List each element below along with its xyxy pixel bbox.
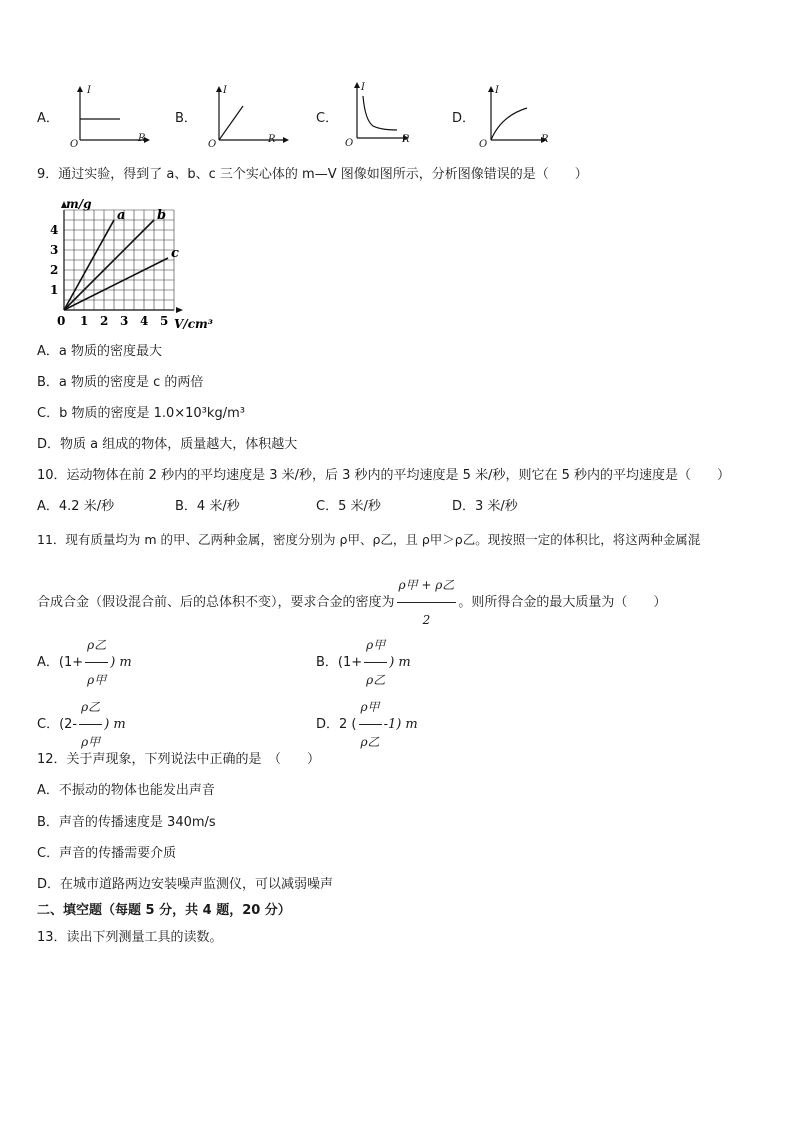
q10-option-b: B．4 米/秒: [175, 499, 240, 514]
series-label-a: a: [117, 208, 126, 223]
q12-option-b: B．声音的传播速度是 340m/s: [37, 815, 216, 830]
q9-xlabel: V/cm³: [174, 317, 213, 331]
series-label-c: c: [171, 246, 179, 261]
q9-option-b: B．a 物质的密度是 c 的两倍: [37, 375, 204, 390]
q8-d-origin: O: [479, 139, 488, 150]
x-tick-label: 3: [120, 314, 129, 328]
q8-c-ylabel: I: [361, 82, 365, 93]
q9-stem: 9．通过实验，得到了 a、b、c 三个实心体的 m—V 图像如图所示，分析图像错误的是（ ）: [37, 167, 588, 182]
y-tick-label: 2: [50, 263, 59, 277]
q8-d-xlabel: R: [541, 134, 549, 145]
q11-option-b: B．(1+ $\frac{\text{ρ甲}}{\text{ρ乙}}$ ) m: [316, 629, 411, 696]
q8-graph-c: [341, 82, 431, 148]
q13-stem: 13．读出下列测量工具的读数。: [37, 930, 223, 945]
q10-option-d: D．3 米/秒: [452, 499, 518, 514]
q12-option-d: D．在城市道路两边安装噪声监测仪，可以减弱噪声: [37, 877, 334, 892]
q11-line2-post: 。则所得合金的最大质量为（ ）: [458, 595, 667, 610]
q8-graph-d: [475, 86, 565, 148]
q12-option-a: A．不振动的物体也能发出声音: [37, 783, 215, 798]
q8-option-d-label: D．: [452, 111, 476, 126]
q8-c-origin: O: [345, 138, 354, 149]
x-tick-label: 2: [100, 314, 109, 328]
series-line-a: [64, 220, 114, 310]
q8-a-xlabel: R: [138, 133, 146, 144]
q8-c-xlabel: R: [402, 134, 410, 145]
q10-stem: 10．运动物体在前 2 秒内的平均速度是 3 米/秒，后 3 秒内的平均速度是 5 米/秒，则它在 5 秒内的平均速度是（ ）: [37, 468, 730, 483]
series-label-b: b: [157, 208, 167, 223]
q8-graph-b: [203, 86, 293, 148]
q8-option-a-label: A．: [37, 111, 59, 126]
q9-ylabel: m/g: [66, 197, 92, 211]
q8-option-c-label: C．: [316, 111, 339, 126]
q9-mv-graph: [44, 194, 224, 334]
q8-b-xlabel: R: [268, 134, 276, 145]
q9-origin: 0: [57, 314, 66, 328]
q11-line2: [37, 569, 666, 636]
q12-stem: 12．关于声现象，下列说法中正确的是 （ ）: [37, 752, 321, 767]
q11-fraction-numerator: ρ甲 + ρ乙: [397, 569, 457, 603]
q8-b-ylabel: I: [223, 85, 227, 96]
q8-a-origin: O: [70, 139, 79, 150]
q10-option-c: C．5 米/秒: [316, 499, 381, 514]
q11-option-c: C．(2- $\frac{\text{ρ乙}}{\text{ρ甲}}$ ) m: [37, 691, 126, 758]
q9-option-a: A．a 物质的密度最大: [37, 344, 162, 359]
q8-b-origin: O: [208, 139, 217, 150]
series-line-c: [64, 258, 168, 310]
y-tick-label: 3: [50, 243, 59, 257]
section-heading-fill-in: 二、填空题（每题 5 分，共 4 题，20 分）: [37, 903, 291, 918]
series-line-b: [64, 220, 154, 310]
y-tick-label: 1: [50, 283, 59, 297]
y-tick-label: 4: [50, 223, 59, 237]
x-tick-label: 5: [160, 314, 169, 328]
x-axis-arrow: [176, 307, 183, 313]
q11-line2-pre: 合成合金（假设混合前、后的总体积不变），要求合金的密度为: [37, 595, 395, 610]
q8-option-b-label: B．: [175, 111, 197, 126]
q12-option-c: C．声音的传播需要介质: [37, 846, 177, 861]
q8-d-ylabel: I: [495, 85, 499, 96]
q9-option-d: D．物质 a 组成的物体，质量越大，体积越大: [37, 437, 298, 452]
q11-line1: 11．现有质量均为 m 的甲、乙两种金属，密度分别为 ρ甲、ρ乙，且 ρ甲＞ρ乙。现按照一定的体积比，将这两种金属混: [37, 532, 701, 547]
q8-a-ylabel: I: [87, 85, 91, 96]
q11-option-a: A．(1+ $\frac{\text{ρ乙}}{\text{ρ甲}}$ ) m: [37, 629, 132, 696]
q11-density-fraction: [397, 569, 457, 636]
q11-fraction-denominator: 2: [422, 613, 431, 627]
q10-option-a: A．4.2 米/秒: [37, 499, 115, 514]
q11-option-d: D．2 ( $\frac{\text{ρ甲}}{\text{ρ乙}}$ -1) m: [316, 691, 418, 758]
x-tick-label: 4: [140, 314, 149, 328]
q9-option-c: C．b 物质的密度是 1.0×10³kg/m³: [37, 406, 245, 421]
x-tick-label: 1: [80, 314, 89, 328]
